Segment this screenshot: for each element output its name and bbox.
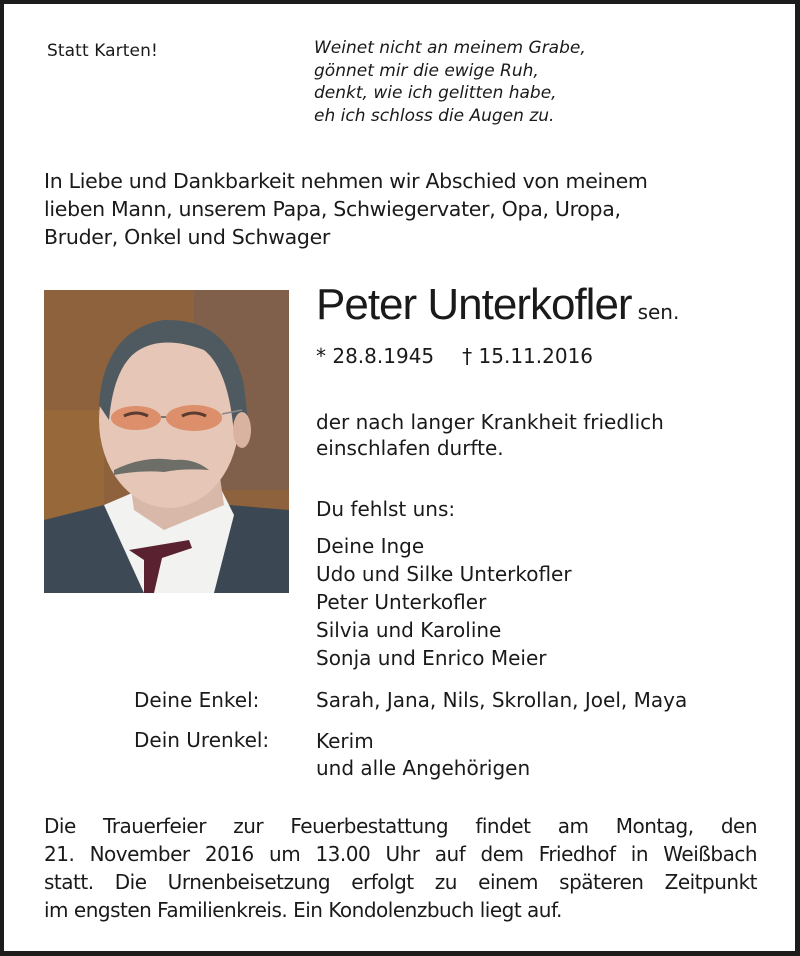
passing-line: einschlafen durfte.	[316, 436, 504, 460]
mourners-label: Du fehlst uns:	[316, 497, 456, 521]
obituary-notice	[4, 4, 795, 951]
family-member: Sonja und Enrico Meier	[316, 646, 547, 670]
notice-line: statt. Die Urnenbeisetzung erfolgt zu einem späteren Zeitpunkt	[44, 870, 757, 894]
notice-line: 21. November 2016 um 13.00 Uhr auf dem Friedhof in Weißbach	[44, 842, 757, 866]
great-grandchild-block	[316, 728, 530, 782]
poem	[314, 37, 586, 127]
family-member: Udo und Silke Unterkofler	[316, 562, 572, 586]
deceased-name: Peter Unterkofler	[316, 280, 632, 329]
portrait-photo	[44, 290, 289, 593]
grandchildren-names: Sarah, Jana, Nils, Skrollan, Joel, Maya	[316, 688, 688, 712]
life-dates	[316, 344, 593, 368]
passing-text	[316, 409, 664, 461]
poem-line: denkt, wie ich gelitten habe,	[314, 83, 557, 103]
passing-line: der nach langer Krankheit friedlich	[316, 410, 664, 434]
family-member: Peter Unterkofler	[316, 590, 487, 614]
intro-line: Bruder, Onkel und Schwager	[44, 225, 331, 249]
notice-line: im engsten Familienkreis. Ein Kondolenzbuch liegt auf.	[44, 898, 562, 922]
birth-date: * 28.8.1945	[316, 344, 435, 368]
death-date: † 15.11.2016	[462, 344, 594, 368]
funeral-notice	[44, 812, 757, 924]
intro-line: lieben Mann, unserem Papa, Schwiegervater, Opa, Uropa,	[44, 197, 621, 221]
grandchildren-label: Deine Enkel:	[134, 688, 260, 712]
great-grandchild-name: Kerim	[316, 729, 374, 753]
great-grandchild-label: Dein Urenkel:	[134, 728, 270, 752]
poem-line: eh ich schloss die Augen zu.	[314, 105, 555, 126]
statt-karten-label: Statt Karten!	[47, 41, 158, 61]
relatives-line: und alle Angehörigen	[316, 756, 531, 780]
deceased-name-line	[316, 280, 679, 330]
family-member: Deine Inge	[316, 534, 425, 558]
intro-paragraph	[44, 167, 648, 251]
intro-line: In Liebe und Dankbarkeit nehmen wir Abschied von meinem	[44, 169, 648, 193]
portrait-image	[44, 290, 289, 593]
poem-line: Weinet nicht an meinem Grabe,	[314, 38, 586, 58]
poem-line: gönnet mir die ewige Ruh,	[314, 60, 539, 81]
name-suffix: sen.	[637, 300, 680, 324]
family-member: Silvia und Karoline	[316, 618, 502, 642]
family-list	[316, 532, 572, 672]
notice-line: Die Trauerfeier zur Feuerbestattung findet am Montag, den	[44, 814, 757, 838]
